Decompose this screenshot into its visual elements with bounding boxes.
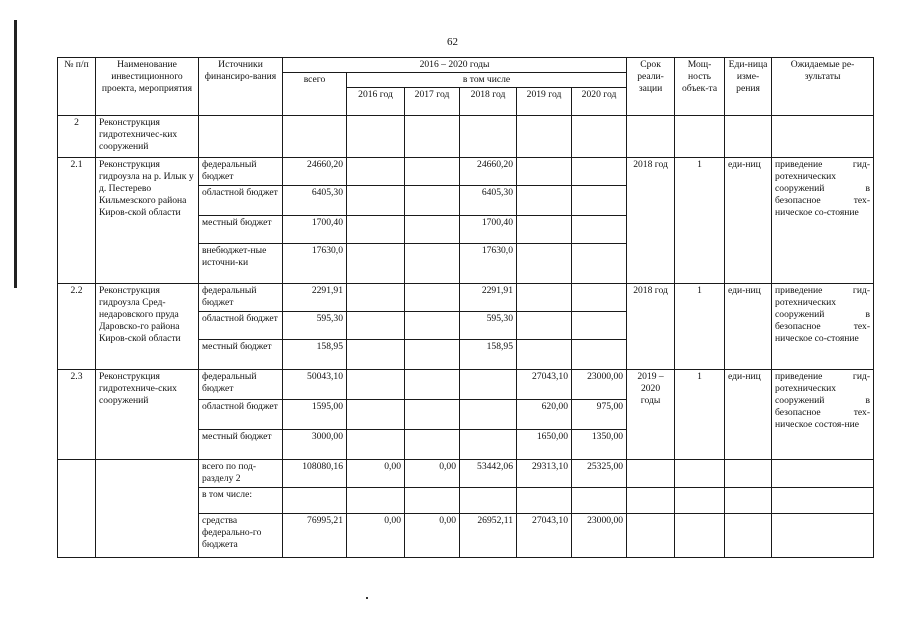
year-cell <box>405 430 460 460</box>
year-cell <box>460 370 517 400</box>
header-sources: Источники финансиро-вания <box>199 58 283 116</box>
year-cell: 6405,30 <box>460 186 517 216</box>
year-cell <box>572 158 627 186</box>
year-cell: 1700,40 <box>460 216 517 244</box>
totals-label: в том числе: <box>199 488 283 514</box>
year-cell <box>347 340 405 370</box>
funding-source: федеральный бюджет <box>199 284 283 312</box>
header-term: Срок реали-зации <box>627 58 675 116</box>
total-cell <box>283 488 347 514</box>
funding-source: областной бюджет <box>199 400 283 430</box>
total-cell: 50043,10 <box>283 370 347 400</box>
year-cell: 595,30 <box>460 312 517 340</box>
year-cell <box>347 312 405 340</box>
year-cell <box>517 340 572 370</box>
project-no: 2.2 <box>58 284 96 370</box>
project-term: 2019 – 2020 годы <box>627 370 675 460</box>
project-capacity: 1 <box>675 370 725 460</box>
project-term: 2018 год <box>627 158 675 284</box>
funding-source: местный бюджет <box>199 216 283 244</box>
project-name: Реконструкция гидроузла Сред-недаровского пруда Даровско-го района Киров-ской области <box>96 284 199 370</box>
project-term: 2018 год <box>627 284 675 370</box>
project-name: Реконструкция гидротехниче-ских сооружений <box>96 370 199 460</box>
header-capacity: Мощ-ность объек-та <box>675 58 725 116</box>
project-no: 2.3 <box>58 370 96 460</box>
year-cell: 2291,91 <box>460 284 517 312</box>
investment-table <box>57 57 874 558</box>
scan-margin-line <box>14 20 17 288</box>
year-cell: 158,95 <box>460 340 517 370</box>
year-cell <box>572 340 627 370</box>
total-cell: 3000,00 <box>283 430 347 460</box>
funding-source: федеральный бюджет <box>199 370 283 400</box>
totals-label: всего по под-разделу 2 <box>199 460 283 488</box>
year-cell: 0,00 <box>347 514 405 558</box>
total-cell: 6405,30 <box>283 186 347 216</box>
project-unit: еди-ниц <box>725 158 772 284</box>
totals-row <box>58 460 874 488</box>
year-cell <box>572 244 627 284</box>
project-unit: еди-ниц <box>725 370 772 460</box>
year-cell <box>405 400 460 430</box>
year-cell <box>572 216 627 244</box>
year-cell <box>460 400 517 430</box>
year-cell <box>347 284 405 312</box>
project-no: 2.1 <box>58 158 96 284</box>
header-unit: Еди-ница изме-рения <box>725 58 772 116</box>
project-result: приведение гид-ротехнических сооружений в безопасное тех-ническое со-стояние <box>772 284 874 370</box>
header-name: Наименование инвестиционного проекта, мероприятия <box>96 58 199 116</box>
header-period: 2016 – 2020 годы <box>283 58 627 73</box>
funding-source: местный бюджет <box>199 430 283 460</box>
year-cell: 53442,06 <box>460 460 517 488</box>
funding-source: областной бюджет <box>199 186 283 216</box>
year-cell: 23000,00 <box>572 514 627 558</box>
year-cell: 0,00 <box>405 460 460 488</box>
year-cell: 17630,0 <box>460 244 517 284</box>
header-including: в том числе <box>347 73 627 88</box>
year-cell <box>347 216 405 244</box>
table-row <box>58 284 874 312</box>
year-cell <box>347 488 405 514</box>
year-cell: 27043,10 <box>517 514 572 558</box>
project-result: приведение гид-ротехнических сооружений в безопасное тех-ническое состоя-ние <box>772 370 874 460</box>
header-results: Ожидаемые ре-зультаты <box>772 58 874 116</box>
year-cell: 27043,10 <box>517 370 572 400</box>
project-capacity: 1 <box>675 158 725 284</box>
year-cell <box>517 216 572 244</box>
year-cell <box>405 340 460 370</box>
total-cell: 108080,16 <box>283 460 347 488</box>
year-cell <box>517 284 572 312</box>
header-year-2017: 2017 год <box>405 88 460 116</box>
year-cell: 25325,00 <box>572 460 627 488</box>
funding-source: федеральный бюджет <box>199 158 283 186</box>
year-cell <box>572 186 627 216</box>
year-cell: 24660,20 <box>460 158 517 186</box>
table-row <box>58 370 874 400</box>
funding-source: внебюджет-ные источни-ки <box>199 244 283 284</box>
year-cell <box>405 244 460 284</box>
project-unit: еди-ниц <box>725 284 772 370</box>
year-cell <box>405 186 460 216</box>
scan-speck <box>366 597 368 599</box>
section-title: Реконструкция гидротехничес-ких сооружений <box>96 116 199 158</box>
header-no: № п/п <box>58 58 96 116</box>
year-cell <box>405 158 460 186</box>
year-cell <box>517 186 572 216</box>
year-cell <box>572 284 627 312</box>
year-cell <box>572 312 627 340</box>
year-cell <box>347 158 405 186</box>
total-cell: 17630,0 <box>283 244 347 284</box>
total-cell: 24660,20 <box>283 158 347 186</box>
totals-label: средства федерально-го бюджета <box>199 514 283 558</box>
project-name: Реконструкция гидроузла на р. Илык у д. Пестерево Кильмезского района Киров-ской области <box>96 158 199 284</box>
year-cell <box>460 488 517 514</box>
header-year-2016: 2016 год <box>347 88 405 116</box>
year-cell <box>517 312 572 340</box>
total-cell: 1700,40 <box>283 216 347 244</box>
year-cell <box>347 370 405 400</box>
year-cell <box>347 430 405 460</box>
page-number: 62 <box>447 36 458 48</box>
year-cell: 23000,00 <box>572 370 627 400</box>
header-year-2020: 2020 год <box>572 88 627 116</box>
year-cell: 0,00 <box>405 514 460 558</box>
funding-source: областной бюджет <box>199 312 283 340</box>
total-cell: 158,95 <box>283 340 347 370</box>
year-cell <box>517 244 572 284</box>
year-cell <box>405 284 460 312</box>
year-cell: 0,00 <box>347 460 405 488</box>
year-cell: 1350,00 <box>572 430 627 460</box>
year-cell <box>347 244 405 284</box>
table-row <box>58 158 874 186</box>
year-cell <box>405 312 460 340</box>
year-cell: 620,00 <box>517 400 572 430</box>
year-cell <box>517 158 572 186</box>
year-cell <box>572 488 627 514</box>
year-cell: 1650,00 <box>517 430 572 460</box>
total-cell: 2291,91 <box>283 284 347 312</box>
header-total: всего <box>283 73 347 116</box>
year-cell <box>405 216 460 244</box>
project-capacity: 1 <box>675 284 725 370</box>
header-year-2019: 2019 год <box>517 88 572 116</box>
year-cell <box>347 400 405 430</box>
total-cell: 1595,00 <box>283 400 347 430</box>
year-cell <box>405 488 460 514</box>
year-cell <box>347 186 405 216</box>
section-row <box>58 116 874 158</box>
year-cell: 29313,10 <box>517 460 572 488</box>
project-result: приведение гид-ротехнических сооружений в безопасное тех-ническое со-стояние <box>772 158 874 284</box>
year-cell <box>517 488 572 514</box>
header-year-2018: 2018 год <box>460 88 517 116</box>
year-cell: 26952,11 <box>460 514 517 558</box>
section-no: 2 <box>58 116 96 158</box>
year-cell <box>460 430 517 460</box>
year-cell: 975,00 <box>572 400 627 430</box>
total-cell: 76995,21 <box>283 514 347 558</box>
total-cell: 595,30 <box>283 312 347 340</box>
year-cell <box>405 370 460 400</box>
funding-source: местный бюджет <box>199 340 283 370</box>
